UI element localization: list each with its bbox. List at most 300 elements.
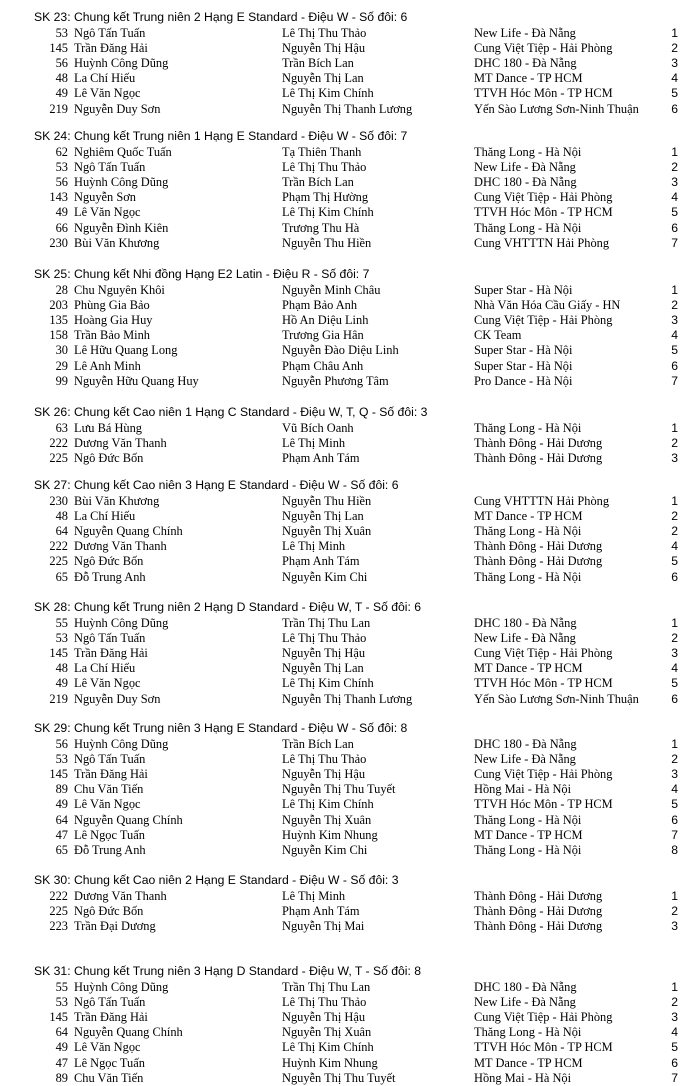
club-name: Thăng Long - Hà Nội — [474, 421, 582, 435]
partner-dancer-name: Hồ An Diệu Linh — [282, 313, 369, 328]
placement-rank: 3 — [671, 451, 678, 466]
club-name: Thăng Long - Hà Nội — [474, 524, 582, 539]
lead-dancer-name: Huỳnh Công Dũng — [74, 980, 169, 994]
lead-dancer-name: Trần Đăng Hải — [74, 767, 148, 782]
result-row — [0, 554, 700, 569]
partner-dancer-name: Nguyễn Thị Lan — [282, 661, 364, 676]
result-row — [0, 904, 700, 919]
lead-dancer-name: Dương Văn Thanh — [74, 539, 167, 554]
lead-dancer-name: Chu Nguyên Khôi — [74, 283, 165, 297]
club-name: Nhà Văn Hóa Cầu Giấy - HN — [474, 298, 621, 313]
lead-dancer-name: Ngô Đức Bốn — [74, 451, 144, 466]
partner-dancer-name: Nguyễn Thị Lan — [282, 71, 364, 86]
lead-dancer-name: Lê Văn Ngọc — [74, 86, 141, 101]
couple-number: 143 — [49, 190, 68, 205]
couple-number: 203 — [49, 298, 68, 313]
lead-dancer-name: Nghiêm Quốc Tuấn — [74, 145, 172, 159]
couple-number: 29 — [55, 358, 68, 373]
placement-rank: 4 — [671, 661, 678, 676]
partner-dancer-name: Nguyễn Thị Hậu — [282, 646, 366, 661]
result-row — [0, 283, 700, 298]
club-name: Thăng Long - Hà Nội — [474, 842, 582, 857]
placement-rank: 2 — [671, 298, 678, 313]
club-name: Cung Việt Tiệp - Hải Phòng — [474, 646, 613, 661]
club-name: Cung VHTTTN Hải Phòng — [474, 235, 610, 250]
club-name: Thành Đông - Hải Dương — [474, 889, 603, 903]
couple-number: 62 — [55, 145, 68, 159]
placement-rank: 6 — [671, 101, 678, 116]
placement-rank: 5 — [671, 1040, 678, 1055]
couple-number: 145 — [49, 767, 68, 782]
lead-dancer-name: Ngô Đức Bốn — [74, 554, 144, 569]
club-name: Cung Việt Tiệp - Hải Phòng — [474, 41, 613, 56]
result-row — [0, 56, 700, 71]
couple-number: 63 — [55, 421, 68, 435]
lead-dancer-name: Chu Văn Tiến — [74, 782, 144, 797]
club-name: MT Dance - TP HCM — [474, 661, 583, 676]
result-row — [0, 494, 700, 509]
placement-rank: 1 — [671, 616, 678, 630]
couple-number: 219 — [49, 691, 68, 706]
result-row — [0, 524, 700, 539]
lead-dancer-name: Nguyễn Duy Sơn — [74, 691, 161, 706]
result-row — [0, 1025, 700, 1040]
lead-dancer-name: Nguyễn Hữu Quang Huy — [74, 373, 199, 388]
result-row — [0, 752, 700, 767]
result-row — [0, 843, 700, 858]
placement-rank: 2 — [671, 41, 678, 56]
couple-number: 223 — [49, 919, 68, 934]
placement-rank: 4 — [671, 539, 678, 554]
lead-dancer-name: La Chí Hiếu — [74, 509, 136, 524]
couple-number: 135 — [49, 313, 68, 328]
partner-dancer-name: Nguyễn Thị Hậu — [282, 1010, 366, 1025]
lead-dancer-name: Lê Văn Ngọc — [74, 205, 141, 220]
lead-dancer-name: Bùi Văn Khương — [74, 235, 160, 250]
lead-dancer-name: Trần Đại Dương — [74, 919, 156, 934]
club-name: Thăng Long - Hà Nội — [474, 569, 582, 584]
result-row — [0, 1056, 700, 1071]
lead-dancer-name: Trần Đăng Hải — [74, 41, 148, 56]
lead-dancer-name: Trần Bảo Minh — [74, 328, 150, 343]
lead-dancer-name: Nguyễn Quang Chính — [74, 524, 183, 539]
club-name: New Life - Đà Nẵng — [474, 995, 576, 1010]
result-row — [0, 175, 700, 190]
club-name: MT Dance - TP HCM — [474, 509, 583, 524]
partner-dancer-name: Lê Thị Minh — [282, 889, 346, 903]
placement-rank: 5 — [671, 343, 678, 358]
partner-dancer-name: Nguyễn Thu Hiền — [282, 235, 372, 250]
partner-dancer-name: Nguyễn Kim Chi — [282, 842, 368, 857]
result-row — [0, 205, 700, 220]
couple-number: 30 — [55, 343, 68, 358]
couple-number: 222 — [49, 889, 68, 903]
partner-dancer-name: Nguyễn Kim Chi — [282, 569, 368, 584]
event-heading: SK 31: Chung kết Trung niên 3 Hạng D Standard - Điệu W, T - Số đôi: 8 — [34, 964, 422, 978]
partner-dancer-name: Lê Thị Kim Chính — [282, 1040, 374, 1055]
couple-number: 56 — [55, 175, 68, 190]
club-name: Thành Đông - Hải Dương — [474, 436, 603, 451]
lead-dancer-name: Huỳnh Công Dũng — [74, 56, 169, 71]
result-row — [0, 313, 700, 328]
partner-dancer-name: Nguyễn Thị Thu Tuyết — [282, 782, 396, 797]
placement-rank: 6 — [671, 220, 678, 235]
club-name: Hồng Mai - Hà Nội — [474, 1070, 572, 1085]
result-row — [0, 102, 700, 117]
lead-dancer-name: Lê Văn Ngọc — [74, 1040, 141, 1055]
placement-rank: 7 — [671, 827, 678, 842]
partner-dancer-name: Nguyễn Thị Mai — [282, 919, 365, 934]
partner-dancer-name: Nguyễn Thị Thanh Lương — [282, 101, 413, 116]
partner-dancer-name: Lê Thị Minh — [282, 436, 346, 451]
partner-dancer-name: Lê Thị Thu Thảo — [282, 26, 367, 40]
couple-number: 64 — [55, 524, 68, 539]
event-heading: SK 26: Chung kết Cao niên 1 Hạng C Standard - Điệu W, T, Q - Số đôi: 3 — [34, 405, 428, 419]
club-name: CK Team — [474, 328, 522, 343]
lead-dancer-name: Đỗ Trung Anh — [74, 842, 146, 857]
result-row — [0, 737, 700, 752]
lead-dancer-name: Nguyễn Đình Kiên — [74, 220, 169, 235]
placement-rank: 1 — [671, 737, 678, 751]
couple-number: 48 — [55, 661, 68, 676]
partner-dancer-name: Nguyễn Thị Xuân — [282, 524, 372, 539]
partner-dancer-name: Lê Thị Kim Chính — [282, 86, 374, 101]
couple-number: 55 — [55, 980, 68, 994]
lead-dancer-name: Lê Ngọc Tuấn — [74, 1055, 145, 1070]
couple-number: 230 — [49, 235, 68, 250]
lead-dancer-name: Nguyễn Sơn — [74, 190, 136, 205]
lead-dancer-name: Lê Ngọc Tuấn — [74, 827, 145, 842]
partner-dancer-name: Nguyễn Thị Xuân — [282, 1025, 372, 1040]
club-name: DHC 180 - Đà Nẵng — [474, 175, 577, 190]
placement-rank: 7 — [671, 1070, 678, 1085]
couple-number: 56 — [55, 56, 68, 71]
lead-dancer-name: Huỳnh Công Dũng — [74, 175, 169, 190]
result-row — [0, 41, 700, 56]
club-name: Thăng Long - Hà Nội — [474, 220, 582, 235]
club-name: TTVH Hóc Môn - TP HCM — [474, 676, 613, 691]
placement-rank: 2 — [671, 160, 678, 175]
result-row — [0, 661, 700, 676]
partner-dancer-name: Nguyễn Đào Diệu Linh — [282, 343, 399, 358]
partner-dancer-name: Trần Bích Lan — [282, 56, 354, 71]
result-row — [0, 980, 700, 995]
lead-dancer-name: Ngô Tấn Tuấn — [74, 995, 146, 1010]
result-row — [0, 570, 700, 585]
partner-dancer-name: Nguyễn Thị Xuân — [282, 812, 372, 827]
partner-dancer-name: Nguyễn Thị Thu Tuyết — [282, 1070, 396, 1085]
club-name: MT Dance - TP HCM — [474, 1055, 583, 1070]
club-name: Thành Đông - Hải Dương — [474, 904, 603, 919]
result-row — [0, 86, 700, 101]
partner-dancer-name: Trần Thị Thu Lan — [282, 980, 371, 994]
club-name: DHC 180 - Đà Nẵng — [474, 737, 577, 751]
placement-rank: 3 — [671, 56, 678, 71]
club-name: Super Star - Hà Nội — [474, 358, 573, 373]
club-name: DHC 180 - Đà Nẵng — [474, 616, 577, 630]
lead-dancer-name: Ngô Tấn Tuấn — [74, 752, 146, 767]
placement-rank: 3 — [671, 646, 678, 661]
lead-dancer-name: Lê Văn Ngọc — [74, 676, 141, 691]
result-row — [0, 343, 700, 358]
placement-rank: 3 — [671, 313, 678, 328]
placement-rank: 1 — [671, 283, 678, 297]
placement-rank: 1 — [671, 421, 678, 435]
couple-number: 53 — [55, 752, 68, 767]
result-row — [0, 782, 700, 797]
result-row — [0, 421, 700, 436]
result-row — [0, 646, 700, 661]
result-row — [0, 359, 700, 374]
placement-rank: 4 — [671, 190, 678, 205]
partner-dancer-name: Lê Thị Thu Thảo — [282, 995, 367, 1010]
placement-rank: 2 — [671, 904, 678, 919]
couple-number: 53 — [55, 995, 68, 1010]
club-name: New Life - Đà Nẵng — [474, 160, 576, 175]
couple-number: 145 — [49, 1010, 68, 1025]
event-heading: SK 30: Chung kết Cao niên 2 Hạng E Standard - Điệu W - Số đôi: 3 — [34, 873, 399, 887]
club-name: Thành Đông - Hải Dương — [474, 539, 603, 554]
result-row — [0, 221, 700, 236]
couple-number: 65 — [55, 569, 68, 584]
result-row — [0, 539, 700, 554]
lead-dancer-name: Lê Văn Ngọc — [74, 797, 141, 812]
couple-number: 47 — [55, 827, 68, 842]
placement-rank: 3 — [671, 767, 678, 782]
result-row — [0, 71, 700, 86]
couple-number: 49 — [55, 86, 68, 101]
club-name: Thăng Long - Hà Nội — [474, 812, 582, 827]
couple-number: 64 — [55, 1025, 68, 1040]
lead-dancer-name: Huỳnh Công Dũng — [74, 737, 169, 751]
club-name: MT Dance - TP HCM — [474, 71, 583, 86]
partner-dancer-name: Huỳnh Kim Nhung — [282, 827, 378, 842]
lead-dancer-name: Đỗ Trung Anh — [74, 569, 146, 584]
partner-dancer-name: Phạm Châu Anh — [282, 358, 364, 373]
result-row — [0, 26, 700, 41]
lead-dancer-name: Lưu Bá Hùng — [74, 421, 142, 435]
placement-rank: 2 — [671, 436, 678, 451]
couple-number: 28 — [55, 283, 68, 297]
partner-dancer-name: Phạm Anh Tám — [282, 451, 360, 466]
partner-dancer-name: Trần Thị Thu Lan — [282, 616, 371, 630]
couple-number: 145 — [49, 646, 68, 661]
event-heading: SK 27: Chung kết Cao niên 3 Hạng E Standard - Điệu W - Số đôi: 6 — [34, 478, 399, 492]
placement-rank: 1 — [671, 980, 678, 994]
lead-dancer-name: Ngô Tấn Tuấn — [74, 631, 146, 646]
partner-dancer-name: Lê Thị Thu Thảo — [282, 752, 367, 767]
placement-rank: 1 — [671, 26, 678, 40]
result-row — [0, 797, 700, 812]
partner-dancer-name: Nguyễn Thị Hậu — [282, 41, 366, 56]
result-row — [0, 451, 700, 466]
result-row — [0, 616, 700, 631]
event-heading: SK 29: Chung kết Trung niên 3 Hạng E Standard - Điệu W - Số đôi: 8 — [34, 721, 408, 735]
result-row — [0, 1071, 700, 1086]
partner-dancer-name: Lê Thị Minh — [282, 539, 346, 554]
result-row — [0, 919, 700, 934]
couple-number: 222 — [49, 436, 68, 451]
club-name: DHC 180 - Đà Nẵng — [474, 980, 577, 994]
couple-number: 65 — [55, 842, 68, 857]
partner-dancer-name: Nguyễn Thị Lan — [282, 509, 364, 524]
partner-dancer-name: Nguyễn Minh Châu — [282, 283, 381, 297]
partner-dancer-name: Trương Gia Hân — [282, 328, 364, 343]
partner-dancer-name: Phạm Bảo Anh — [282, 298, 358, 313]
lead-dancer-name: La Chí Hiếu — [74, 661, 136, 676]
placement-rank: 6 — [671, 358, 678, 373]
club-name: Cung Việt Tiệp - Hải Phòng — [474, 190, 613, 205]
event-heading: SK 23: Chung kết Trung niên 2 Hạng E Standard - Điệu W - Số đôi: 6 — [34, 10, 408, 24]
club-name: New Life - Đà Nẵng — [474, 752, 576, 767]
couple-number: 225 — [49, 451, 68, 466]
couple-number: 145 — [49, 41, 68, 56]
partner-dancer-name: Nguyễn Thu Hiền — [282, 494, 372, 508]
placement-rank: 3 — [671, 175, 678, 190]
result-row — [0, 889, 700, 904]
couple-number: 230 — [49, 494, 68, 508]
result-row — [0, 995, 700, 1010]
lead-dancer-name: Lê Anh Minh — [74, 358, 141, 373]
club-name: Yến Sào Lương Sơn-Ninh Thuận — [474, 691, 639, 706]
placement-rank: 1 — [671, 494, 678, 508]
result-row — [0, 374, 700, 389]
partner-dancer-name: Nguyễn Thị Thanh Lương — [282, 691, 413, 706]
couple-number: 89 — [55, 782, 68, 797]
result-row — [0, 436, 700, 451]
placement-rank: 5 — [671, 554, 678, 569]
result-row — [0, 509, 700, 524]
placement-rank: 5 — [671, 205, 678, 220]
result-row — [0, 813, 700, 828]
club-name: Thăng Long - Hà Nội — [474, 145, 582, 159]
placement-rank: 1 — [671, 889, 678, 903]
placement-rank: 3 — [671, 1010, 678, 1025]
lead-dancer-name: La Chí Hiếu — [74, 71, 136, 86]
placement-rank: 2 — [671, 631, 678, 646]
lead-dancer-name: Dương Văn Thanh — [74, 889, 167, 903]
club-name: Thành Đông - Hải Dương — [474, 919, 603, 934]
couple-number: 53 — [55, 160, 68, 175]
couple-number: 49 — [55, 1040, 68, 1055]
lead-dancer-name: Hoàng Gia Huy — [74, 313, 153, 328]
club-name: DHC 180 - Đà Nẵng — [474, 56, 577, 71]
placement-rank: 4 — [671, 328, 678, 343]
placement-rank: 4 — [671, 1025, 678, 1040]
couple-number: 49 — [55, 676, 68, 691]
lead-dancer-name: Chu Văn Tiến — [74, 1070, 144, 1085]
club-name: Cung VHTTTN Hải Phòng — [474, 494, 610, 508]
partner-dancer-name: Tạ Thiên Thanh — [282, 145, 362, 159]
club-name: Thành Đông - Hải Dương — [474, 451, 603, 466]
partner-dancer-name: Huỳnh Kim Nhung — [282, 1055, 378, 1070]
event-heading: SK 24: Chung kết Trung niên 1 Hạng E Standard - Điệu W - Số đôi: 7 — [34, 129, 408, 143]
placement-rank: 8 — [671, 842, 678, 857]
placement-rank: 2 — [671, 752, 678, 767]
placement-rank: 2 — [671, 524, 678, 539]
couple-number: 48 — [55, 509, 68, 524]
placement-rank: 4 — [671, 782, 678, 797]
lead-dancer-name: Nguyễn Duy Sơn — [74, 101, 161, 116]
couple-number: 99 — [55, 373, 68, 388]
club-name: Pro Dance - Hà Nội — [474, 373, 573, 388]
partner-dancer-name: Nguyễn Thị Hậu — [282, 767, 366, 782]
placement-rank: 6 — [671, 1055, 678, 1070]
placement-rank: 6 — [671, 569, 678, 584]
lead-dancer-name: Dương Văn Thanh — [74, 436, 167, 451]
placement-rank: 3 — [671, 919, 678, 934]
couple-number: 55 — [55, 616, 68, 630]
couple-number: 219 — [49, 101, 68, 116]
club-name: New Life - Đà Nẵng — [474, 631, 576, 646]
partner-dancer-name: Nguyễn Phương Tâm — [282, 373, 389, 388]
club-name: New Life - Đà Nẵng — [474, 26, 576, 40]
partner-dancer-name: Trần Bích Lan — [282, 175, 354, 190]
result-row — [0, 676, 700, 691]
partner-dancer-name: Lê Thị Kim Chính — [282, 205, 374, 220]
couple-number: 64 — [55, 812, 68, 827]
couple-number: 56 — [55, 737, 68, 751]
event-heading: SK 25: Chung kết Nhi đồng Hạng E2 Latin - Điệu R - Số đôi: 7 — [34, 267, 370, 281]
partner-dancer-name: Lê Thị Kim Chính — [282, 676, 374, 691]
partner-dancer-name: Phạm Anh Tám — [282, 554, 360, 569]
club-name: TTVH Hóc Môn - TP HCM — [474, 1040, 613, 1055]
event-heading: SK 28: Chung kết Trung niên 2 Hạng D Standard - Điệu W, T - Số đôi: 6 — [34, 600, 422, 614]
club-name: Yến Sào Lương Sơn-Ninh Thuận — [474, 101, 639, 116]
club-name: TTVH Hóc Môn - TP HCM — [474, 205, 613, 220]
placement-rank: 2 — [671, 995, 678, 1010]
couple-number: 48 — [55, 71, 68, 86]
placement-rank: 5 — [671, 676, 678, 691]
result-row — [0, 160, 700, 175]
club-name: Thăng Long - Hà Nội — [474, 1025, 582, 1040]
couple-number: 89 — [55, 1070, 68, 1085]
club-name: MT Dance - TP HCM — [474, 827, 583, 842]
lead-dancer-name: Ngô Tấn Tuấn — [74, 160, 146, 175]
placement-rank: 5 — [671, 797, 678, 812]
couple-number: 222 — [49, 539, 68, 554]
partner-dancer-name: Phạm Anh Tám — [282, 904, 360, 919]
result-row — [0, 1040, 700, 1055]
partner-dancer-name: Lê Thị Thu Thảo — [282, 631, 367, 646]
placement-rank: 5 — [671, 86, 678, 101]
result-row — [0, 145, 700, 160]
placement-rank: 2 — [671, 509, 678, 524]
lead-dancer-name: Phùng Gia Bảo — [74, 298, 150, 313]
placement-rank: 7 — [671, 373, 678, 388]
result-row — [0, 767, 700, 782]
placement-rank: 7 — [671, 235, 678, 250]
lead-dancer-name: Lê Hữu Quang Long — [74, 343, 178, 358]
couple-number: 53 — [55, 26, 68, 40]
club-name: Super Star - Hà Nội — [474, 283, 573, 297]
club-name: Hồng Mai - Hà Nội — [474, 782, 572, 797]
lead-dancer-name: Ngô Tấn Tuấn — [74, 26, 146, 40]
lead-dancer-name: Trần Đăng Hải — [74, 646, 148, 661]
lead-dancer-name: Trần Đăng Hải — [74, 1010, 148, 1025]
result-row — [0, 692, 700, 707]
result-row — [0, 1010, 700, 1025]
result-row — [0, 236, 700, 251]
placement-rank: 6 — [671, 812, 678, 827]
result-row — [0, 298, 700, 313]
club-name: Cung Việt Tiệp - Hải Phòng — [474, 767, 613, 782]
couple-number: 49 — [55, 205, 68, 220]
couple-number: 225 — [49, 904, 68, 919]
lead-dancer-name: Bùi Văn Khương — [74, 494, 160, 508]
partner-dancer-name: Lê Thị Kim Chính — [282, 797, 374, 812]
placement-rank: 4 — [671, 71, 678, 86]
